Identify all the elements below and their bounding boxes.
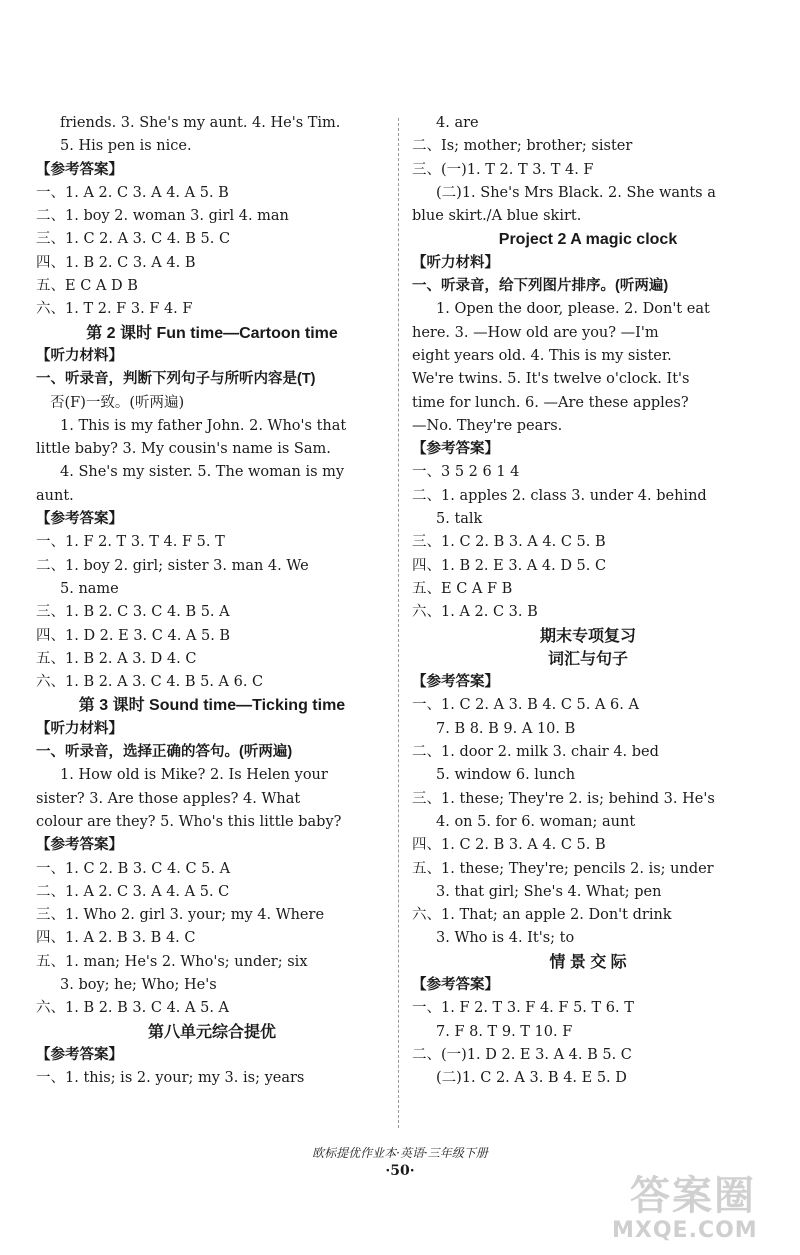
text-line: 三、1. B 2. C 3. C 4. B 5. A	[36, 604, 230, 621]
text-line: 二、1. door 2. milk 3. chair 4. bed	[412, 744, 659, 761]
instruction-line: 一、听录音，选择正确的答句。(听两遍)	[36, 744, 293, 761]
text-line: 四、1. C 2. B 3. A 4. C 5. B	[412, 837, 606, 854]
section-label: 【听力材料】	[412, 254, 499, 271]
instruction-line: 一、听录音，给下列图片排序。(听两遍)	[412, 278, 669, 295]
text-line: 5. His pen is nice.	[60, 138, 192, 155]
text-line: 五、1. B 2. A 3. D 4. C	[36, 650, 197, 667]
text-line: 3. boy; he; Who; He's	[60, 976, 217, 993]
text-line: 4. are	[436, 115, 479, 131]
text-line: 一、1. C 2. B 3. C 4. C 5. A	[36, 860, 231, 877]
text-line: 二、1. boy 2. girl; sister 3. man 4. We	[36, 557, 309, 574]
text-line: 4. on 5. for 6. woman; aunt	[436, 813, 636, 830]
text-line: 1. This is my father John. 2. Who's that	[60, 417, 347, 434]
text-line: 六、1. T 2. F 3. F 4. F	[36, 301, 193, 318]
watermark-logo: 答案圈	[630, 1173, 756, 1219]
section-heading: 期末专项复习	[539, 627, 636, 645]
text-line: 三、(一)1. T 2. T 3. T 4. F	[412, 161, 594, 178]
text-line: 五、E C A F B	[412, 580, 513, 597]
text-line: 一、1. F 2. T 3. F 4. F 5. T 6. T	[412, 1000, 634, 1017]
text-line: here. 3. —How old are you? —I'm	[412, 324, 659, 341]
text-line: 二、(一)1. D 2. E 3. A 4. B 5. C	[412, 1046, 632, 1063]
text-line: 一、1. A 2. C 3. A 4. A 5. B	[36, 184, 229, 201]
section-heading: 第 3 课时 Sound time—Ticking time	[78, 697, 346, 715]
section-label: 【参考答案】	[412, 976, 499, 993]
right-column	[412, 112, 764, 1090]
section-label: 【参考答案】	[412, 674, 499, 691]
text-line: 六、1. A 2. C 3. B	[412, 604, 538, 621]
text-line: 一、1. this; is 2. your; my 3. is; years	[36, 1070, 305, 1087]
text-line: 二、Is; mother; brother; sister	[412, 138, 633, 155]
section-label: 【听力材料】	[36, 347, 123, 364]
text-line: 三、1. these; They're 2. is; behind 3. He's	[412, 790, 715, 807]
text-line: 四、1. B 2. C 3. A 4. B	[36, 254, 196, 271]
text-line: 五、1. man; He's 2. Who's; under; six	[36, 953, 308, 970]
text-line: 三、1. Who 2. girl 3. your; my 4. Where	[36, 907, 325, 924]
text-line: —No. They're pears.	[412, 417, 563, 434]
section-label: 【参考答案】	[36, 1046, 123, 1063]
section-heading: 词汇与句子	[547, 650, 628, 668]
text-line: 六、1. B 2. A 3. C 4. B 5. A 6. C	[36, 674, 264, 691]
text-line: 否(F)一致。(听两遍)	[50, 394, 185, 411]
text-line: 5. name	[60, 580, 119, 597]
text-line: 四、1. D 2. E 3. C 4. A 5. B	[36, 627, 231, 644]
text-line: 一、3 5 2 6 1 4	[412, 464, 520, 481]
text-line: sister? 3. Are those apples? 4. What	[36, 790, 301, 807]
book-title: 欧标提优作业本·英语·三年级下册	[312, 1146, 488, 1160]
text-line: 3. Who is 4. It's; to	[436, 930, 575, 947]
text-line: 1. How old is Mike? 2. Is Helen your	[60, 767, 328, 784]
section-label: 【参考答案】	[412, 441, 499, 458]
text-line: 一、1. F 2. T 3. T 4. F 5. T	[36, 534, 225, 551]
text-line: 二、1. A 2. C 3. A 4. A 5. C	[36, 883, 230, 900]
text-line: 三、1. C 2. A 3. C 4. B 5. C	[36, 231, 231, 248]
watermark-url: MXQE.COM	[612, 1218, 758, 1243]
section-label: 【参考答案】	[36, 837, 123, 854]
text-line: blue skirt./A blue skirt.	[412, 208, 582, 225]
section-heading: 情 景 交 际	[549, 953, 627, 971]
text-line: 3. that girl; She's 4. What; pen	[436, 883, 662, 900]
page-number: ·50·	[385, 1163, 415, 1179]
text-line: 4. She's my sister. 5. The woman is my	[60, 464, 345, 481]
text-line: We're twins. 5. It's twelve o'clock. It's	[412, 371, 690, 388]
section-heading: Project 2 A magic clock	[498, 231, 678, 249]
text-line: 五、1. these; They're; pencils 2. is; under	[412, 860, 714, 877]
text-line: (二)1. C 2. A 3. B 4. E 5. D	[436, 1070, 627, 1087]
section-label: 【参考答案】	[36, 161, 123, 178]
text-line: 四、1. B 2. E 3. A 4. D 5. C	[412, 557, 607, 574]
text-line: 5. talk	[436, 511, 483, 528]
text-line: eight years old. 4. This is my sister.	[412, 347, 672, 364]
text-line: time for lunch. 6. —Are these apples?	[412, 394, 689, 411]
text-line: 二、1. apples 2. class 3. under 4. behind	[412, 487, 707, 504]
section-heading: 第八单元综合提优	[147, 1023, 276, 1041]
instruction-line: 一、听录音，判断下列句子与所听内容是(T)	[36, 371, 316, 388]
text-line: aunt.	[36, 487, 74, 504]
text-line: 1. Open the door, please. 2. Don't eat	[436, 301, 710, 318]
text-line: friends. 3. She's my aunt. 4. He's Tim.	[60, 115, 341, 131]
watermark	[600, 1160, 790, 1250]
text-line: colour are they? 5. Who's this little baby?	[36, 813, 342, 830]
section-label: 【听力材料】	[36, 720, 123, 737]
text-line: 三、1. C 2. B 3. A 4. C 5. B	[412, 534, 606, 551]
left-column	[36, 112, 388, 1090]
section-label: 【参考答案】	[36, 511, 123, 528]
text-line: 7. B 8. B 9. A 10. B	[436, 720, 576, 737]
column-divider	[398, 118, 399, 1128]
text-line: 五、E C A D B	[36, 278, 138, 295]
text-line: 二、1. boy 2. woman 3. girl 4. man	[36, 208, 289, 225]
text-line: 四、1. A 2. B 3. B 4. C	[36, 930, 196, 947]
text-line: little baby? 3. My cousin's name is Sam.	[36, 441, 331, 458]
section-heading: 第 2 课时 Fun time—Cartoon time	[86, 324, 338, 342]
text-line: 一、1. C 2. A 3. B 4. C 5. A 6. A	[412, 697, 639, 714]
text-line: 六、1. B 2. B 3. C 4. A 5. A	[36, 1000, 230, 1017]
text-line: 5. window 6. lunch	[436, 767, 576, 784]
text-line: 7. F 8. T 9. T 10. F	[436, 1023, 573, 1040]
text-line: (二)1. She's Mrs Black. 2. She wants a	[436, 184, 716, 201]
text-line: 六、1. That; an apple 2. Don't drink	[412, 907, 672, 924]
